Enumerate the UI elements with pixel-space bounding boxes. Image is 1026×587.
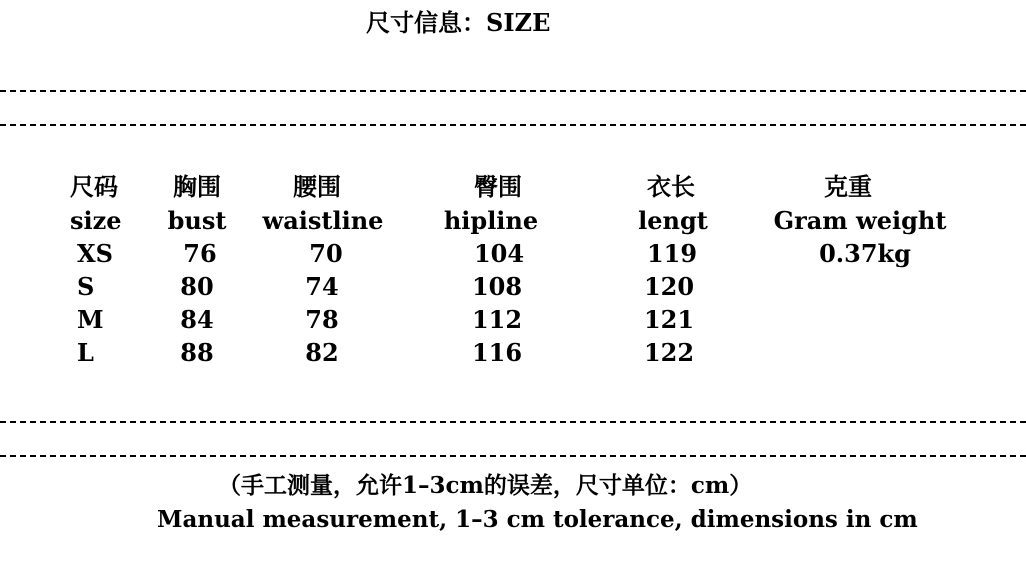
header-weight-zh: 克重 [824,172,872,201]
table-cell-size: M [77,305,104,334]
dashed-divider-top-1 [0,90,1026,92]
header-bust-zh: 胸围 [173,172,221,201]
table-cell-size: XS [77,239,113,268]
dashed-divider-bottom-1 [0,421,1026,423]
header-hip-en: hipline [443,206,539,235]
header-waist-en: waistline [262,206,384,235]
header-size-zh: 尺码 [70,172,118,201]
table-cell-bust: 76 [183,239,217,268]
table-cell-hip: 104 [473,239,525,268]
measurement-note-zh: （手工测量，允许1–3cm的误差，尺寸单位：cm） [218,472,753,499]
table-cell-bust: 88 [180,338,214,367]
table-cell-length: 120 [643,272,695,301]
table-cell-size: L [77,338,94,367]
table-cell-weight: 0.37kg [819,239,911,268]
header-weight-en: Gram weight [773,206,947,235]
page-title: 尺寸信息：SIZE [366,8,551,37]
measurement-note-en: Manual measurement, 1–3 cm tolerance, dimensions in cm [157,506,918,533]
table-cell-waist: 70 [309,239,343,268]
table-cell-waist: 82 [305,338,339,367]
header-hip-zh: 臀围 [474,172,522,201]
table-cell-waist: 78 [305,305,339,334]
table-cell-bust: 84 [180,305,214,334]
table-cell-size: S [77,272,95,301]
dashed-divider-bottom-2 [0,455,1026,457]
dashed-divider-top-2 [0,124,1026,126]
header-waist-zh: 腰围 [293,172,341,201]
header-bust-en: bust [167,206,227,235]
table-cell-length: 122 [643,338,695,367]
table-cell-hip: 108 [471,272,523,301]
header-length-en: lengt [638,206,708,235]
header-size-en: size [70,206,122,235]
header-length-zh: 衣长 [647,172,695,201]
table-cell-length: 121 [643,305,695,334]
table-cell-hip: 116 [471,338,523,367]
table-cell-waist: 74 [305,272,339,301]
table-cell-bust: 80 [180,272,214,301]
table-cell-hip: 112 [471,305,523,334]
table-cell-length: 119 [646,239,698,268]
